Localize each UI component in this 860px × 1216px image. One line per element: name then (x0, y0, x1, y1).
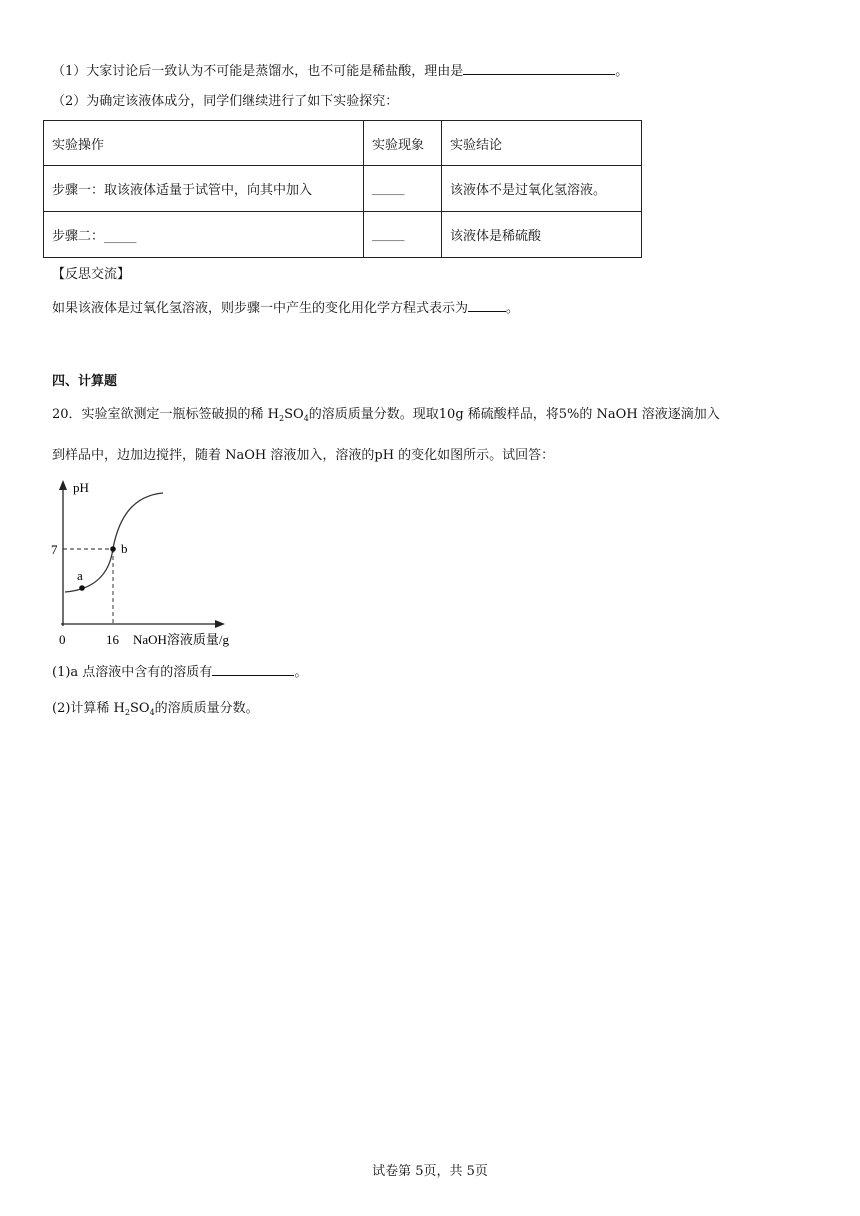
table-row (44, 212, 642, 258)
x-axis-label: NaOH溶液质量/g (133, 632, 230, 647)
step1-conclusion: 该液体不是过氧化氢溶液。 (442, 166, 642, 212)
q20-line2: 到样品中，边加边搅拌，随着 NaOH 溶液加入，溶液的pH 的变化如图所示。试回答： (52, 448, 555, 463)
q19-part1-text: （1）大家讨论后一致认为不可能是蒸馏水，也不可能是稀盐酸，理由是 (52, 64, 464, 79)
so-text: SO (284, 407, 304, 422)
q20-text-a: 20．实验室欲测定一瓶标签破损的稀 H (52, 407, 280, 422)
so-text: SO (129, 701, 150, 716)
q20-sub2 (52, 700, 259, 718)
header-phenomenon: 实验现象 (364, 121, 442, 166)
table-row (44, 166, 642, 212)
subscript-4: 4 (303, 414, 309, 423)
period: 。 (294, 665, 308, 680)
reflect-title: 【反思交流】 (52, 267, 131, 282)
step2-conclusion: 该液体是稀硫酸 (442, 212, 642, 258)
subscript-2: 2 (124, 708, 130, 717)
q19-part1 (52, 60, 628, 81)
answer-blank[interactable] (463, 60, 615, 75)
sub2-text-a: (2)计算稀 H (52, 701, 125, 716)
q19-part2: （2）为确定该液体成分，同学们继续进行了如下实验探究： (52, 94, 399, 109)
y-axis-label: pH (73, 480, 89, 495)
point-b (110, 546, 116, 552)
page-footer: 试卷第 5页，共 5页 (372, 1164, 488, 1179)
header-operation: 实验操作 (44, 121, 364, 166)
point-b-label: b (121, 541, 128, 556)
point-a-label: a (77, 568, 83, 583)
reflect-text (52, 299, 519, 318)
q20-text-b: 的溶质质量分数。现取10g 稀硫酸样品，将5%的 NaOH 溶液逐滴加入 (308, 407, 720, 422)
header-conclusion: 实验结论 (442, 121, 642, 166)
q20-line1 (52, 406, 720, 424)
answer-blank[interactable] (468, 299, 506, 312)
period: 。 (506, 301, 520, 316)
x-tick-label: 16 (106, 632, 119, 647)
reflect-question: 如果该液体是过氧化氢溶液，则步骤一中产生的变化用化学方程式表示为 (52, 301, 469, 316)
period: 。 (615, 64, 629, 79)
x-tick-label: 0 (59, 632, 66, 647)
point-a (79, 585, 85, 591)
subscript-4: 4 (149, 708, 155, 717)
answer-blank[interactable] (212, 661, 294, 676)
ph-chart (45, 474, 265, 652)
experiment-table (43, 120, 642, 258)
step1-operation: 步骤一：取该液体适量于试管中，向其中加入 (44, 166, 364, 212)
section-title: 四、计算题 (52, 374, 118, 389)
step2-operation[interactable]: 步骤二：_____ (44, 212, 364, 258)
y-tick-label: 7 (51, 542, 58, 557)
chart-layer (51, 480, 230, 647)
x-axis-arrow (215, 620, 225, 628)
table-header-row (44, 121, 642, 166)
sub2-text-b: 的溶质质量分数。 (154, 701, 259, 716)
step2-phenomenon[interactable]: _____ (364, 212, 442, 258)
sub1-text: (1)a 点溶液中含有的溶质有 (52, 665, 213, 680)
step1-phenomenon[interactable]: _____ (364, 166, 442, 212)
q20-sub1 (52, 661, 307, 682)
subscript-2: 2 (279, 414, 285, 423)
y-axis-arrow (59, 480, 67, 490)
